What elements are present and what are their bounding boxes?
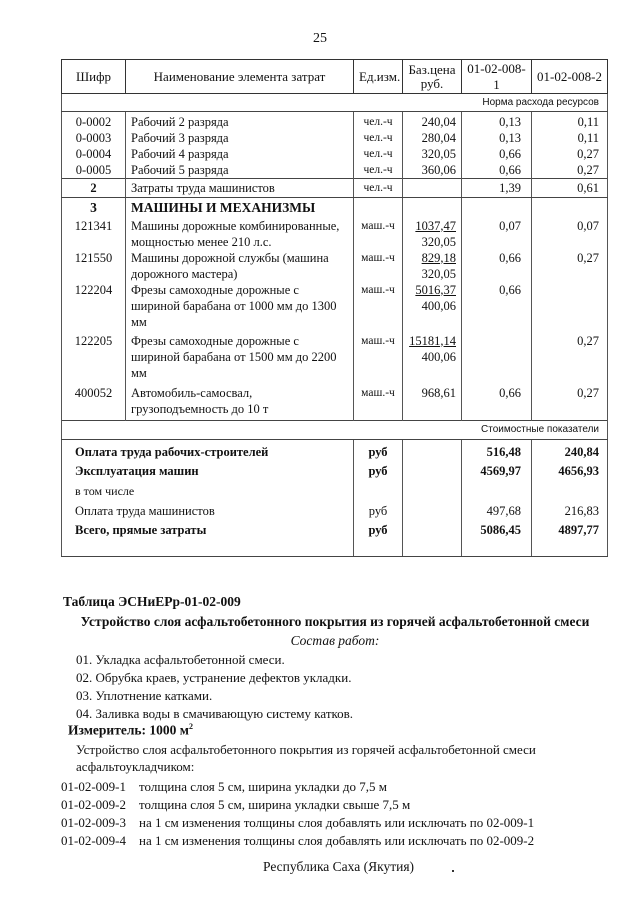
work-item: 03. Уплотнение катками. bbox=[76, 688, 213, 703]
header-col2: 01-02-008-2 bbox=[532, 60, 608, 94]
header-base-price: Баз.цена руб. bbox=[403, 60, 462, 94]
code: 01-02-009-2 bbox=[61, 797, 126, 812]
meter-label: Измеритель: 1000 $м^2$ bbox=[68, 722, 193, 738]
table-row: 0-0003 Рабочий 3 разряда чел.-ч 280,04 0,13 0,11 bbox=[62, 130, 608, 146]
code-row: 01-02-009-2 толщина слоя 5 см, ширина укладки свыше 7,5 м bbox=[61, 797, 411, 812]
page-footer: Республика Саха (Якутия) bbox=[263, 859, 415, 874]
header-code: Шифр bbox=[62, 60, 126, 94]
summary-row: Оплата труда рабочих-строителей руб 516,48 240,84 bbox=[62, 440, 608, 461]
header-col1: 01-02-008-1 bbox=[462, 60, 532, 94]
table-row: 400052 Автомобиль-самосвал, грузоподъемность до 10 т маш.-ч 968,61 0,66 0,27 bbox=[62, 381, 608, 421]
summary-row: в том числе bbox=[62, 480, 608, 500]
section-resource-norm: Норма расхода ресурсов bbox=[62, 94, 608, 112]
summary-row: Оплата труда машинистов руб 497,68 216,83 bbox=[62, 500, 608, 520]
table-header-row bbox=[62, 60, 608, 94]
table-row: 0-0004 Рабочий 4 разряда чел.-ч 320,05 0,66 0,27 bbox=[62, 146, 608, 162]
table-row: 0-0005 Рабочий 5 разряда чел.-ч 360,06 0,66 0,27 bbox=[62, 162, 608, 179]
table-heading: Устройство слоя асфальтобетонного покрытия из горячей асфальтобетонной смеси bbox=[80, 614, 590, 629]
work-item: 01. Укладка асфальтобетонной смеси. bbox=[76, 652, 285, 667]
work-item: 02. Обрубка краев, устранение дефектов укладки. bbox=[76, 670, 352, 685]
page-number: 25 bbox=[313, 31, 327, 46]
table-row: 121550 Машины дорожной службы (машина дорожного мастера) маш.-ч 829,18 320,05 0,66 0,27 bbox=[62, 250, 608, 282]
section-cost-indicators: Стоимостные показатели bbox=[62, 421, 608, 440]
code: 01-02-009-3 bbox=[61, 815, 126, 830]
table-row-machines-header: 3 МАШИНЫ И МЕХАНИЗМЫ bbox=[62, 198, 608, 218]
table-row: 121341 Машины дорожные комбинированные, мощностью менее 210 л.с. маш.-ч 1037,47 320,05 0,07 0,07 bbox=[62, 218, 608, 250]
table-row-operators: 2 Затраты труда машинистов чел.-ч 1,39 0,61 bbox=[62, 179, 608, 198]
summary-row: Эксплуатация машин руб 4569,97 4656,93 bbox=[62, 460, 608, 480]
code-row: 01-02-009-3 на 1 см изменения толщины слоя добавлять или исключать по 02-009-1 bbox=[61, 815, 535, 830]
code: 01-02-009-1 bbox=[61, 779, 126, 794]
table-row: 122205 Фрезы самоходные дорожные с шириной барабана от 1500 мм до 2200 мм маш.-ч 15181,14 400,06 0,27 bbox=[62, 330, 608, 381]
header-name: Наименование элемента затрат bbox=[126, 60, 354, 94]
code-row: 01-02-009-4 на 1 см изменения толщины слоя добавлять или исключать по 02-009-2 bbox=[61, 833, 535, 848]
table-row: 122204 Фрезы самоходные дорожные с шириной барабана от 1000 мм до 1300 мм маш.-ч 5016,37 400,06 0,66 bbox=[62, 282, 608, 330]
scan-artifact bbox=[452, 870, 454, 872]
table-row: 0-0002 Рабочий 2 разряда чел.-ч 240,04 0,13 0,11 bbox=[62, 112, 608, 131]
summary-row: Всего, прямые затраты руб 5086,45 4897,77 bbox=[62, 520, 608, 556]
code-row: 01-02-009-1 толщина слоя 5 см, ширина укладки до 7,5 м bbox=[61, 779, 387, 794]
table-title: Таблица ЭСНиЕРр-01-02-009 bbox=[63, 594, 241, 609]
works-title: Состав работ: bbox=[290, 633, 380, 648]
code: 01-02-009-4 bbox=[61, 833, 126, 848]
header-unit: Ед.изм. bbox=[354, 60, 403, 94]
resource-cost-table bbox=[61, 59, 608, 557]
table-description: Устройство слоя асфальтобетонного покрытия из горячей асфальтобетонной смеси асфальтоукладчиком: bbox=[76, 742, 536, 774]
work-item: 04. Заливка воды в смачивающую систему катков. bbox=[76, 706, 354, 721]
